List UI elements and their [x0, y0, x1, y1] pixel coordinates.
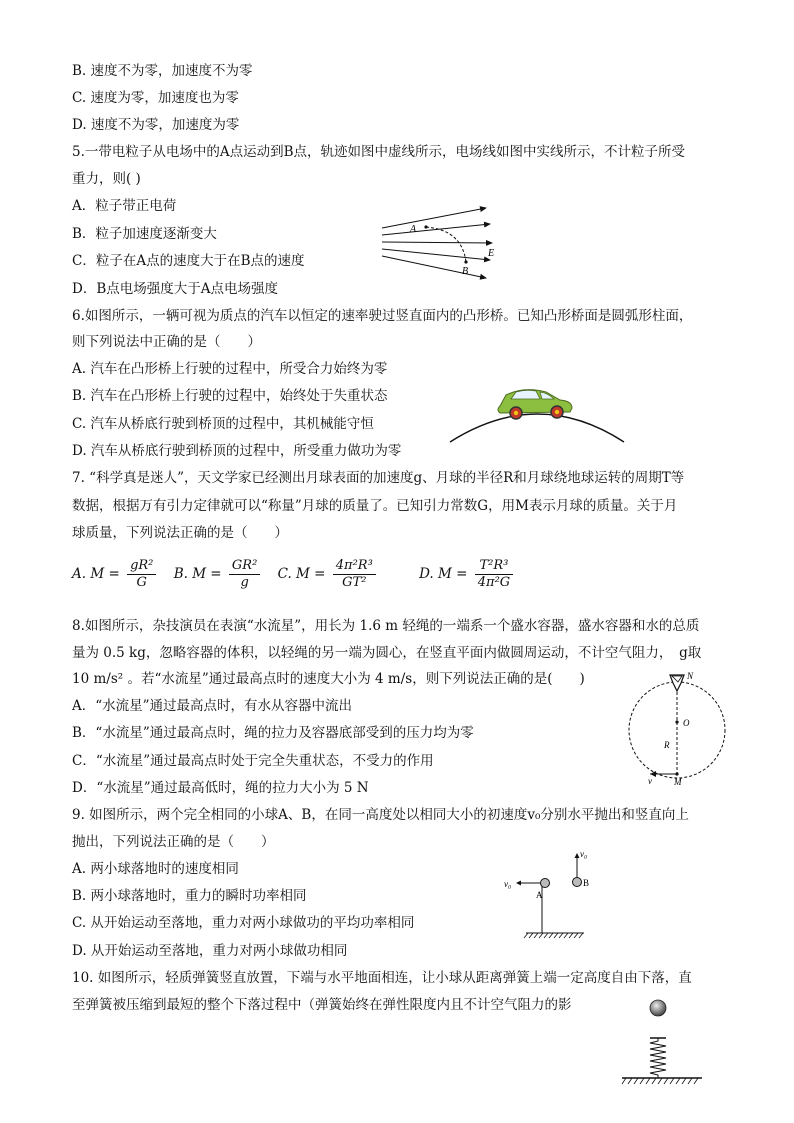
- q5-option-d: D．B点电场强度大于A点电场强度: [72, 281, 278, 297]
- q5-label-e: E: [488, 248, 495, 259]
- q8-label-v: v: [648, 776, 652, 786]
- q9-label-b: B: [583, 878, 590, 888]
- q7-option-a: [72, 558, 159, 591]
- q8-stem-line3: 10 m/s² 。若“水流星”通过最高点时的速度大小为 4 m/s，则下列说法正确的是( ): [72, 671, 585, 687]
- q9-label-v0-b: v₀: [580, 849, 588, 859]
- q7-option-c: [278, 558, 379, 591]
- q7-option-b-prefix: B. M =: [173, 566, 222, 582]
- q4-option-d: D. 速度不为零，加速度为零: [72, 117, 240, 133]
- q8-stem-line2: 量为 0.5 kg，忽略容器的体积，以轻绳的另一端为圆心，在竖直平面内做圆周运动，不计空气阻力， g取: [72, 645, 702, 661]
- q8-label-r: R: [664, 740, 670, 750]
- q4-option-c: C. 速度为零，加速度也为零: [72, 90, 239, 106]
- q9-projectile-figure: [500, 845, 610, 941]
- q5-label-b: B: [462, 266, 469, 277]
- q7-option-a-prefix: A. M =: [72, 566, 120, 582]
- q7-option-d-numerator: T²R³: [475, 558, 513, 575]
- q5-option-a: A．粒子带正电荷: [72, 198, 177, 214]
- q4-option-b: B. 速度不为零，加速度不为零: [72, 63, 253, 79]
- q10-spring-ball-figure: [618, 994, 708, 1096]
- q6-stem-line2: 则下列说法中正确的是（ ）: [72, 334, 261, 350]
- q8-water-meteor-figure: [620, 670, 732, 786]
- q8-option-d: D．“水流星”通过最高低时，绳的拉力大小为 5 N: [72, 780, 369, 796]
- q7-options: [72, 558, 526, 591]
- q6-option-c: C. 汽车从桥底行驶到桥顶的过程中，其机械能守恒: [72, 416, 374, 432]
- q7-option-a-denominator: G: [136, 575, 147, 590]
- q7-option-a-numerator: gR²: [127, 558, 156, 575]
- q7-option-b-denominator: g: [240, 575, 249, 590]
- q8-label-m: M: [674, 777, 682, 786]
- q5-label-a: A: [410, 224, 417, 235]
- q9-stem-line2: 抛出，下列说法正确的是（ ）: [72, 834, 275, 850]
- q8-label-o: O: [683, 718, 690, 728]
- q5-option-c: C．粒子在A点的速度大于在B点的速度: [72, 253, 305, 269]
- q5-field-line-figure: [378, 202, 508, 284]
- q9-option-c: C. 从开始运动至落地，重力对两小球做功的平均功率相同: [72, 915, 415, 931]
- q9-label-v0-a: v₀: [504, 879, 512, 889]
- q7-option-d-denominator: 4π²G: [477, 575, 511, 590]
- q5-stem-line2: 重力，则( ): [72, 171, 141, 187]
- q6-option-d: D. 汽车从桥底行驶到桥顶的过程中，所受重力做功为零: [72, 443, 402, 459]
- q8-option-a: A．“水流星”通过最高点时，有水从容器中流出: [72, 698, 353, 714]
- q9-option-a: A. 两小球落地时的速度相同: [72, 861, 239, 877]
- q10-stem-line1: 10. 如图所示，轻质弹簧竖直放置，下端与水平地面相连，让小球从距离弹簧上端一定高度自由下落，直: [72, 970, 692, 986]
- q7-option-d: [419, 558, 516, 591]
- q7-option-c-denominator: GT²: [342, 575, 367, 590]
- q5-stem-line1: 5.一带电粒子从电场中的A点运动到B点，轨迹如图中虚线所示，电场线如图中实线所示，不计粒子所受: [72, 144, 686, 160]
- q5-option-b: B．粒子加速度逐渐变大: [72, 226, 217, 242]
- q7-stem-line2: 数据，根据万有引力定律就可以“称量”月球的质量了。已知引力常数G，用M表示月球的质量。关于月: [72, 498, 678, 514]
- q7-option-b: [174, 558, 264, 591]
- q7-option-d-prefix: D. M =: [419, 566, 468, 582]
- q7-stem-line1: 7. “科学真是迷人”，天文学家已经测出月球表面的加速度g、月球的半径R和月球绕地球运转的周期T等: [72, 470, 685, 486]
- q8-label-n: N: [687, 671, 694, 681]
- q9-option-d: D. 从开始运动至落地，重力对两小球做功相同: [72, 943, 348, 959]
- q9-stem-line1: 9. 如图所示，两个完全相同的小球A、B，在同一高度处以相同大小的初速度v₀分别水平抛出和竖直向上: [72, 807, 689, 823]
- q7-option-b-numerator: GR²: [229, 558, 260, 575]
- q6-stem-line1: 6.如图所示，一辆可视为质点的汽车以恒定的速率驶过竖直面内的凸形桥。已知凸形桥面是圆弧形柱面，: [72, 308, 693, 324]
- q7-stem-line3: 球质量，下列说法正确的是（ ）: [72, 525, 288, 541]
- q6-option-a: A. 汽车在凸形桥上行驶的过程中，所受合力始终为零: [72, 361, 388, 377]
- q10-stem-line2: 至弹簧被压缩到最短的整个下落过程中（弹簧始终在弹性限度内且不计空气阻力的影: [72, 997, 572, 1013]
- q8-option-b: B．“水流星”通过最高点时，绳的拉力及容器底部受到的压力均为零: [72, 725, 474, 741]
- q6-bridge-car-figure: [448, 382, 626, 446]
- q9-label-a: A: [536, 890, 543, 900]
- q8-option-c: C．“水流星”通过最高点时处于完全失重状态，不受力的作用: [72, 753, 434, 769]
- q8-stem-line1: 8.如图所示，杂技演员在表演“水流星”，用长为 1.6 m 轻绳的一端系一个盛水容器，盛水容器和水的总质: [72, 618, 700, 634]
- q7-option-c-prefix: C. M =: [277, 566, 326, 582]
- q6-option-b: B. 汽车在凸形桥上行驶的过程中，始终处于失重状态: [72, 388, 388, 404]
- q9-option-b: B. 两小球落地时，重力的瞬时功率相同: [72, 888, 307, 904]
- q7-option-c-numerator: 4π²R³: [333, 558, 376, 575]
